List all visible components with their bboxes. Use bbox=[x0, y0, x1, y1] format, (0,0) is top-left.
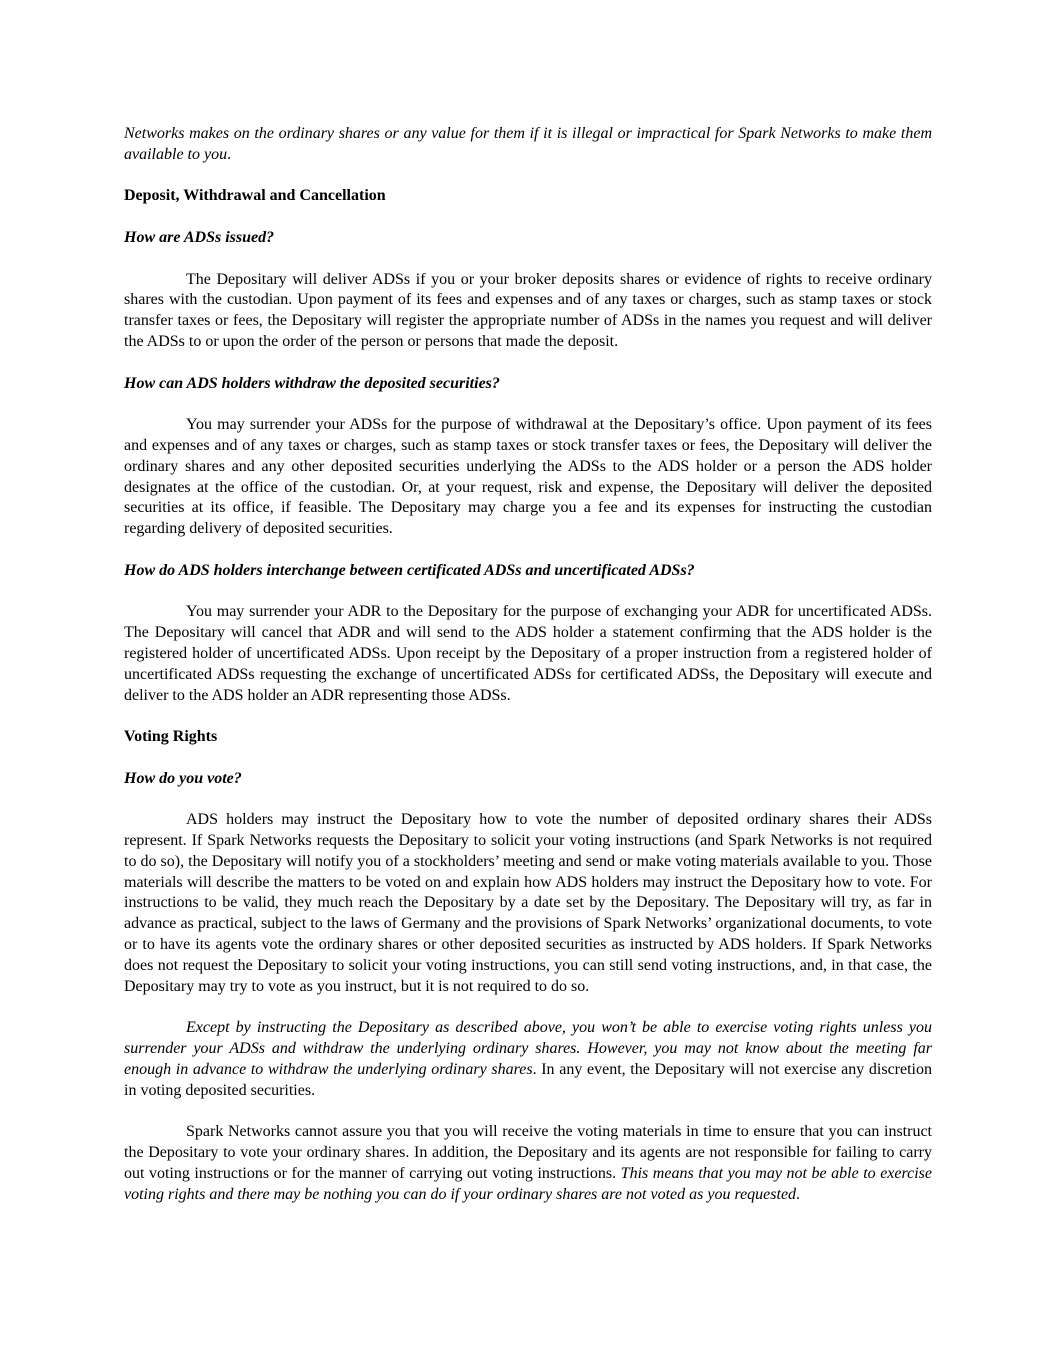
question-heading-vote: How do you vote? bbox=[124, 769, 242, 787]
continuation-text: Networks makes on the ordinary shares or any value for them if it is illegal or impractical for Spark Networks to make them available to you bbox=[124, 125, 932, 163]
section-heading-voting: Voting Rights bbox=[124, 728, 218, 746]
voting-limitations-italic: Except by instructing the Depositary as described above, you won’t be able to exercise voting rights unless you surrender your ADSs and withdraw the underlying ordinary shares. However, you may not know about the meeting far enough in advance to withdraw the underlying ordinary shares bbox=[124, 1019, 932, 1078]
paragraph-adss-issued: The Depositary will deliver ADSs if you or your broker deposits shares or evidence of rights to receive ordinary shares with the custodian. Upon payment of its fees and expenses and of any taxes or charges, such as stamp taxes or stock transfer taxes or fees, the Depositary will register the appropriate number of ADSs in the names you request and will deliver the ADSs to or upon the order of the person or persons that made the deposit. bbox=[124, 270, 932, 350]
paragraph-voting-materials bbox=[124, 1122, 932, 1205]
voting-materials-plain: Spark Networks cannot assure you that you will receive the voting materials in time to ensure that you can instruct the Depositary to vote your ordinary shares. In addition, the Depositary and its agents are not responsible for failing to carry out voting instructions or for the manner of carrying out voting instructions. bbox=[124, 1123, 932, 1182]
question-heading-adss-issued: How are ADSs issued? bbox=[124, 228, 275, 246]
continuation-paragraph bbox=[124, 124, 932, 166]
voting-materials-italic: This means that you may not be able to exercise voting rights and there may be nothing you can do if your ordinary shares are not voted as you requested bbox=[124, 1164, 933, 1203]
question-heading-withdraw: How can ADS holders withdraw the deposited securities? bbox=[124, 374, 500, 392]
question-heading-interchange: How do ADS holders interchange between certificated ADSs and uncertificated ADSs? bbox=[124, 561, 695, 579]
document-page bbox=[124, 124, 932, 1205]
section-heading-deposit: Deposit, Withdrawal and Cancellation bbox=[124, 187, 386, 205]
voting-materials-end: . bbox=[796, 1185, 801, 1203]
voting-limitations-rest: . In any event, the Depositary will not exercise any discretion in voting deposited securities. bbox=[124, 1060, 933, 1099]
paragraph-voting-limitations bbox=[124, 1018, 932, 1101]
paragraph-withdraw: You may surrender your ADSs for the purpose of withdrawal at the Depositary’s office. Upon payment of its fees and expenses and of any taxes or charges, such as stamp taxes or stock transfer taxes or fees, the Depositary will deliver the ordinary shares and any other deposited securities underlying the ADSs to the ADS holder or a person the ADS holder designates at the office of the custodian. Or, at your request, risk and expense, the Depositary will deliver the deposited securities at its office, if feasible. The Depositary may charge you a fee and its expenses for instructing the custodian regarding delivery of deposited securities. bbox=[124, 416, 932, 538]
paragraph-interchange: You may surrender your ADR to the Depositary for the purpose of exchanging your ADR for uncertificated ADSs. The Depositary will cancel that ADR and will send to the ADS holder a statement confirming that the ADS holder is the registered holder of uncertificated ADSs. Upon receipt by the Depositary of a proper instruction from a registered holder of uncertificated ADSs requesting the exchange of uncertificated ADSs for certificated ADSs, the Depositary will execute and deliver to the ADS holder an ADR representing those ADSs. bbox=[124, 603, 932, 704]
continuation-end: . bbox=[227, 145, 232, 163]
paragraph-how-to-vote: ADS holders may instruct the Depositary how to vote the number of deposited ordinary shares their ADSs represent. If Spark Networks requests the Depositary to solicit your voting instructions (and Spark Networks is not required to do so), the Depositary will notify you of a stockholders’ meeting and send or make voting materials available to you. Those materials will describe the matters to be voted on and explain how ADS holders may instruct the Depositary how to vote. For instructions to be valid, they much reach the Depositary by a date set by the Depositary. The Depositary will try, as far in advance as practical, subject to the laws of Germany and the provisions of Spark Networks’ organizational documents, to vote or to have its agents vote the ordinary shares or other deposited securities as instructed by ADS holders. If Spark Networks does not request the Depositary to solicit your voting instructions, you can still send voting instructions, and, in that case, the Depositary may try to vote as you instruct, but it is not required to do so. bbox=[124, 811, 932, 995]
